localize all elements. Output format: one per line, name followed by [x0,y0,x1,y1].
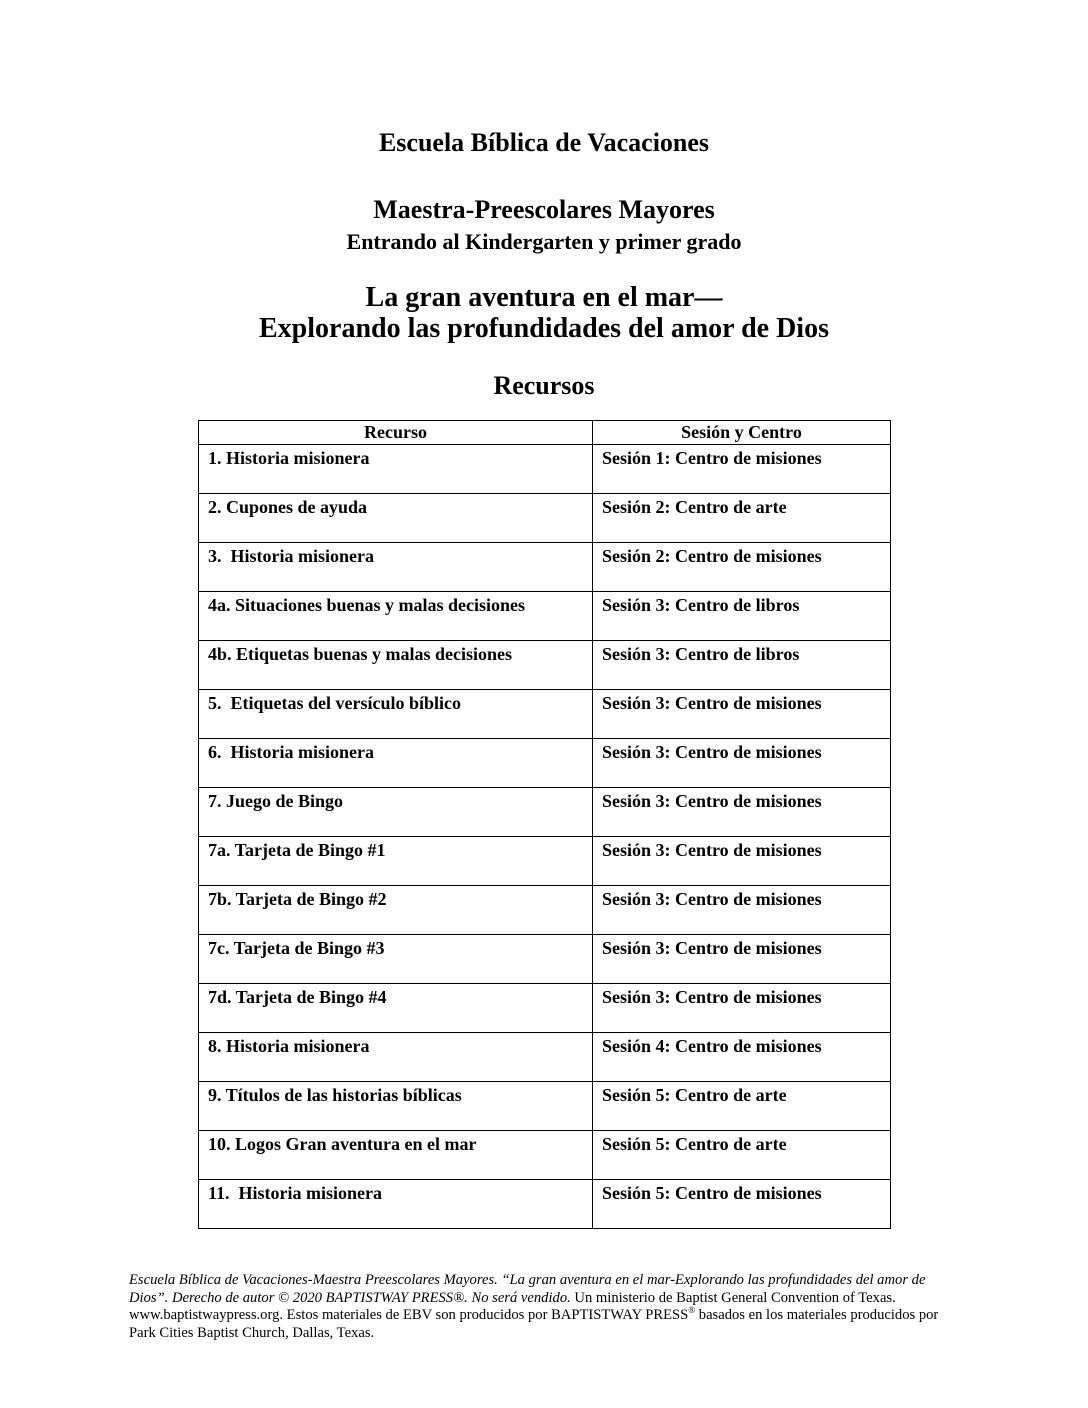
table-row [199,935,891,984]
session-cell: Sesión 3: Centro de misiones [593,935,891,984]
session-cell: Sesión 4: Centro de misiones [593,1033,891,1082]
resource-cell: 1. Historia misionera [199,445,593,494]
column-header-resource: Recurso [199,421,593,445]
table-row [199,1082,891,1131]
resources-table [198,420,891,1229]
table-row [199,592,891,641]
theme-title-line2: Explorando las profundidades del amor de Dios [259,313,829,344]
table-row [199,984,891,1033]
session-cell: Sesión 5: Centro de arte [593,1131,891,1180]
table-row [199,543,891,592]
table-row [199,445,891,494]
session-cell: Sesión 3: Centro de misiones [593,788,891,837]
resource-cell: 10. Logos Gran aventura en el mar [199,1131,593,1180]
table-row [199,739,891,788]
resource-cell: 4b. Etiquetas buenas y malas decisiones [199,641,593,690]
footer-text: Un ministerio de Baptist General Convention of Texas. www.baptistwaypress.org. Estos materiales de EBV son producidos por BAPTISTWAY PRESS [129,1289,896,1323]
grade-subtitle: Entrando al Kindergarten y primer grado [346,229,742,254]
session-cell: Sesión 5: Centro de arte [593,1082,891,1131]
footer-text-end: basados en los materiales producidos por Park Cities Baptist Church, Dallas, Texas. [129,1307,939,1341]
table-header-row [199,421,891,445]
session-cell: Sesión 3: Centro de misiones [593,837,891,886]
session-cell: Sesión 3: Centro de libros [593,592,891,641]
resource-cell: 4a. Situaciones buenas y malas decisiones [199,592,593,641]
session-cell: Sesión 2: Centro de arte [593,494,891,543]
footer-registered-mark: ® [688,1305,696,1316]
table-row [199,1180,891,1229]
resource-cell: 7. Juego de Bingo [199,788,593,837]
resource-cell: 7a. Tarjeta de Bingo #1 [199,837,593,886]
resource-cell: 7b. Tarjeta de Bingo #2 [199,886,593,935]
resource-cell: 3. Historia misionera [199,543,593,592]
table-row [199,788,891,837]
table-row [199,641,891,690]
session-cell: Sesión 5: Centro de misiones [593,1180,891,1229]
copyright-footer [129,1272,959,1342]
table-row [199,1131,891,1180]
session-cell: Sesión 3: Centro de libros [593,641,891,690]
table-row [199,494,891,543]
session-cell: Sesión 3: Centro de misiones [593,886,891,935]
resource-cell: 8. Historia misionera [199,1033,593,1082]
audience-title: Maestra-Preescolares Mayores [373,195,715,224]
session-cell: Sesión 3: Centro de misiones [593,690,891,739]
section-heading: Recursos [493,371,595,400]
resource-cell: 11. Historia misionera [199,1180,593,1229]
school-title: Escuela Bíblica de Vacaciones [378,128,710,157]
table-row [199,837,891,886]
table-row [199,886,891,935]
session-cell: Sesión 3: Centro de misiones [593,984,891,1033]
footer-italic: Escuela Bíblica de Vacaciones-Maestra Preescolares Mayores. “La gran aventura en el mar-Explorando las profundidades del amor de Dios”. Derecho de autor © 2020 BAPTISTWAY PRESS®. No será vendido. [129,1272,926,1306]
resource-cell: 6. Historia misionera [199,739,593,788]
resource-cell: 2. Cupones de ayuda [199,494,593,543]
resource-cell: 7d. Tarjeta de Bingo #4 [199,984,593,1033]
theme-title-line1: La gran aventura en el mar— [365,282,723,313]
resource-cell: 9. Títulos de las historias bíblicas [199,1082,593,1131]
session-cell: Sesión 1: Centro de misiones [593,445,891,494]
session-cell: Sesión 2: Centro de misiones [593,543,891,592]
resource-cell: 7c. Tarjeta de Bingo #3 [199,935,593,984]
resource-cell: 5. Etiquetas del versículo bíblico [199,690,593,739]
table-row [199,690,891,739]
table-row [199,1033,891,1082]
session-cell: Sesión 3: Centro de misiones [593,739,891,788]
column-header-session: Sesión y Centro [593,421,891,445]
